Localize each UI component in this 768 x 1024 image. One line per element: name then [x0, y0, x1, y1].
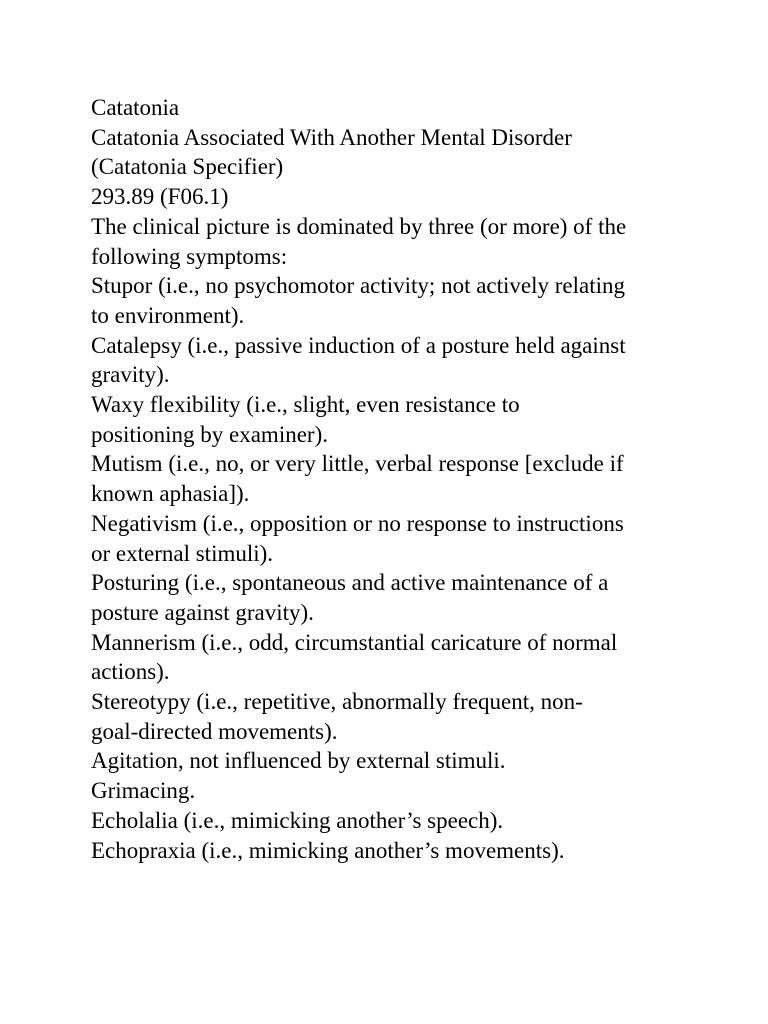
symptom-line: Stupor (i.e., no psychomotor activity; not actively relating [91, 273, 625, 299]
symptom-line: or external stimuli). [91, 540, 274, 566]
diagnostic-code: 293.89 (F06.1) [91, 184, 229, 210]
text-line: The clinical picture is dominated by three (or more) of the [91, 213, 627, 239]
symptom-line: gravity). [91, 362, 170, 388]
symptom-line: to environment). [91, 302, 245, 328]
symptom-line: posture against gravity). [91, 599, 314, 625]
symptom-line: Grimacing. [91, 778, 196, 804]
text-line: following symptoms: [91, 243, 288, 269]
heading-catatonia: Catatonia [91, 95, 180, 120]
subheading-specifier: (Catatonia Specifier) [91, 154, 284, 180]
symptom-line: goal-directed movements). [91, 718, 338, 744]
symptom-line: Posturing (i.e., spontaneous and active maintenance of a [91, 570, 609, 596]
symptom-line: Echolalia (i.e., mimicking another’s speech). [91, 807, 504, 833]
document-body [91, 93, 691, 865]
symptom-line: Echopraxia (i.e., mimicking another’s movements). [91, 837, 565, 863]
symptom-line: known aphasia]). [91, 481, 250, 507]
symptom-line: Catalepsy (i.e., passive induction of a posture held against [91, 332, 626, 358]
symptom-line: Mannerism (i.e., odd, circumstantial caricature of normal [91, 629, 618, 655]
symptom-line: Stereotypy (i.e., repetitive, abnormally frequent, non- [91, 689, 583, 715]
symptom-line: Mutism (i.e., no, or very little, verbal response [exclude if [91, 451, 624, 477]
symptom-line: positioning by examiner). [91, 421, 328, 447]
subheading-title: Catatonia Associated With Another Mental Disorder [91, 124, 572, 150]
symptom-line: Agitation, not influenced by external stimuli. [91, 748, 506, 774]
symptom-line: actions). [91, 659, 170, 685]
symptom-line: Negativism (i.e., opposition or no response to instructions [91, 510, 624, 536]
symptom-line: Waxy flexibility (i.e., slight, even resistance to [91, 392, 520, 418]
